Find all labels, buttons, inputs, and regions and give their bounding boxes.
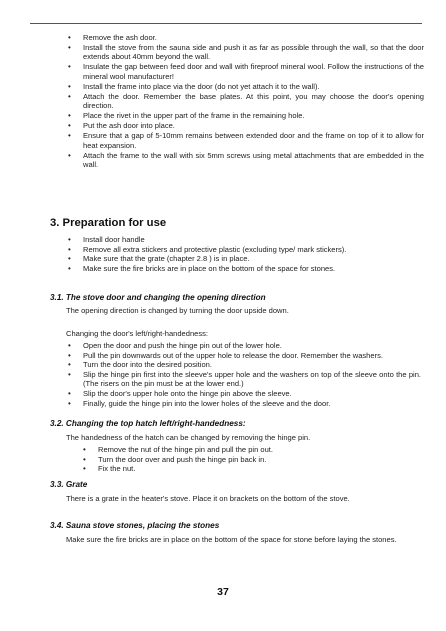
- list-item: • Remove the ash door.: [83, 33, 424, 43]
- install-steps-list: [83, 33, 424, 170]
- list-item: • Place the rivet in the upper part of the frame in the remaining hole.: [83, 111, 424, 121]
- section-heading-stove-door: 3.1. The stove door and changing the opening direction: [50, 293, 266, 302]
- stones-text: Make sure the fire bricks are in place on the bottom of the space for stone before laying the stones.: [66, 535, 397, 544]
- list-item: • Make sure that the grate (chapter 2.8 ) is in place.: [83, 254, 413, 264]
- header-rule: [30, 23, 422, 24]
- grate-text: There is a grate in the heater's stove. Place it on brackets on the bottom of the stove.: [66, 494, 350, 503]
- list-item: • Pull the pin downwards out of the upper hole to release the door. Remember the washers.: [83, 351, 421, 361]
- stove-door-intro: The opening direction is changed by turning the door upside down.: [66, 306, 289, 315]
- list-item: • Slip the hinge pin first into the sleeve's upper hole and the washers on top of the sleeve onto the pin. (The risers on the pin must be at the lower end.): [83, 370, 421, 389]
- list-item: • Slip the door's upper hole onto the hinge pin above the sleeve.: [83, 389, 421, 399]
- list-item: • Remove all extra stickers and protective plastic (excluding type/ mark stickers).: [83, 245, 413, 255]
- section-heading-stones: 3.4. Sauna stove stones, placing the stones: [50, 521, 220, 530]
- list-item: • Ensure that a gap of 5-10mm remains between extended door and the frame on top of it to allow for heat expansion.: [83, 131, 424, 150]
- list-item: • Open the door and push the hinge pin out of the lower hole.: [83, 341, 421, 351]
- list-item: • Fix the nut.: [98, 464, 398, 474]
- list-item: • Put the ash door into place.: [83, 121, 424, 131]
- list-item: • Make sure the fire bricks are in place on the bottom of the space for stones.: [83, 264, 413, 274]
- list-item: • Install door handle: [83, 235, 413, 245]
- list-item: • Turn the door into the desired position.: [83, 360, 421, 370]
- list-item: • Attach the frame to the wall with six 5mm screws using metal attachments that are embedded in the wall.: [83, 151, 424, 170]
- list-item: • Install the stove from the sauna side and push it as far as possible through the wall, so that the door extends about 40mm beyond the wall.: [83, 43, 424, 62]
- hatch-steps-list: [98, 445, 398, 474]
- preparation-list: [83, 235, 413, 273]
- section-heading-grate: 3.3. Grate: [50, 480, 88, 489]
- section-heading-preparation: 3. Preparation for use: [50, 217, 167, 229]
- door-steps-list: [83, 341, 421, 408]
- list-item: • Remove the nut of the hinge pin and pull the pin out.: [98, 445, 398, 455]
- list-item: • Insulate the gap between feed door and wall with fireproof mineral wool. Follow the instructions of the mineral wool manufacturer!: [83, 62, 424, 81]
- section-heading-top-hatch: 3.2. Changing the top hatch left/right-handedness:: [50, 419, 246, 428]
- list-item: • Turn the door over and push the hinge pin back in.: [98, 455, 398, 465]
- page-number: 37: [217, 586, 229, 598]
- list-item: • Attach the door. Remember the base plates. At this point, you may choose the door's opening direction.: [83, 92, 424, 111]
- list-item: • Install the frame into place via the door (do not yet attach it to the wall).: [83, 82, 424, 92]
- top-hatch-intro: The handedness of the hatch can be changed by removing the hinge pin.: [66, 433, 311, 442]
- handedness-lead: Changing the door's left/right-handedness:: [66, 329, 208, 338]
- list-item: • Finally, guide the hinge pin into the lower holes of the sleeve and the door.: [83, 399, 421, 409]
